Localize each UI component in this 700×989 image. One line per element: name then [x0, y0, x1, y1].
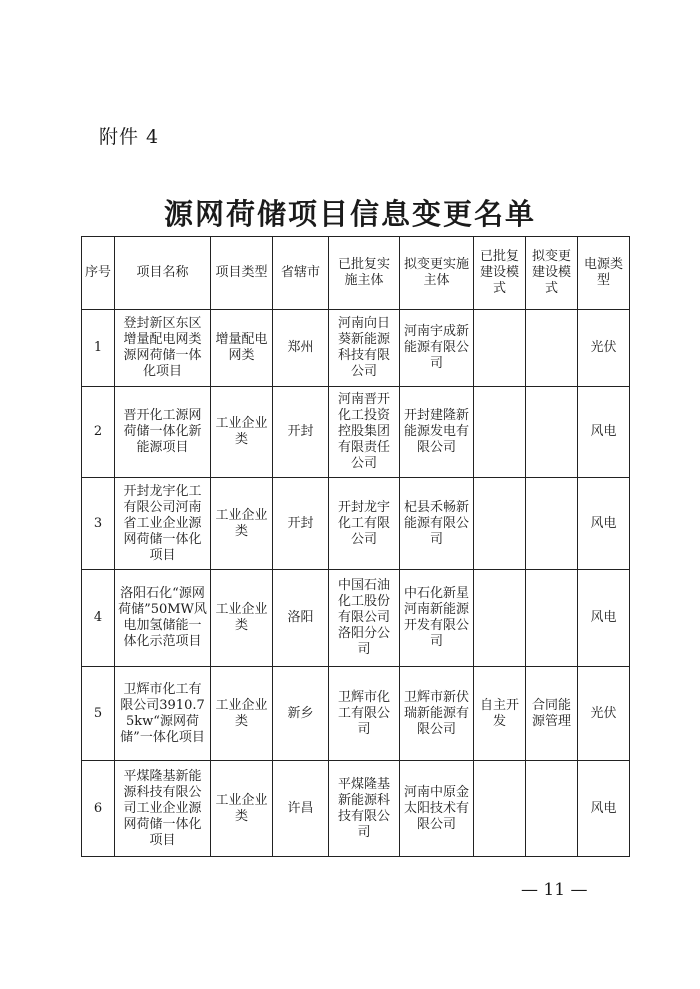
page-number: — 11 — [521, 880, 588, 900]
cell-project-name: 晋开化工源网荷储一体化新能源项目 [115, 387, 211, 478]
cell-approved-mode: 自主开发 [474, 667, 526, 761]
cell-project-type: 工业企业类 [211, 387, 273, 478]
cell-new-mode: 合同能源管理 [526, 667, 578, 761]
cell-city: 开封 [273, 478, 329, 570]
cell-project-name: 卫辉市化工有限公司3910.75kw“源网荷储”一体化项目 [115, 667, 211, 761]
cell-new-entity: 中石化新星河南新能源开发有限公司 [400, 570, 474, 667]
attachment-label: 附件 4 [99, 126, 160, 148]
cell-no: 1 [82, 310, 115, 387]
cell-new-entity: 河南中原金太阳技术有限公司 [400, 761, 474, 857]
table-row [82, 761, 630, 857]
cell-no: 4 [82, 570, 115, 667]
cell-approved-entity: 开封龙宇化工有限公司 [329, 478, 400, 570]
cell-project-type: 工业企业类 [211, 667, 273, 761]
cell-city: 郑州 [273, 310, 329, 387]
cell-new-entity: 杞县禾畅新能源有限公司 [400, 478, 474, 570]
cell-power-type: 风电 [578, 761, 630, 857]
header-power-type: 电源类型 [578, 237, 630, 310]
cell-new-mode [526, 310, 578, 387]
cell-approved-mode [474, 761, 526, 857]
cell-new-entity: 河南宇成新能源有限公司 [400, 310, 474, 387]
cell-power-type: 光伏 [578, 667, 630, 761]
cell-project-name: 开封龙宇化工有限公司河南省工业企业源网荷储一体化项目 [115, 478, 211, 570]
cell-approved-entity: 中国石油化工股份有限公司洛阳分公司 [329, 570, 400, 667]
cell-city: 新乡 [273, 667, 329, 761]
cell-project-name: 平煤隆基新能源科技有限公司工业企业源网荷储一体化项目 [115, 761, 211, 857]
header-new-mode: 拟变更建设模式 [526, 237, 578, 310]
cell-new-mode [526, 570, 578, 667]
cell-new-entity: 卫辉市新伏瑞新能源有限公司 [400, 667, 474, 761]
cell-city: 许昌 [273, 761, 329, 857]
table-row [82, 387, 630, 478]
cell-no: 2 [82, 387, 115, 478]
header-approved-mode: 已批复建设模式 [474, 237, 526, 310]
header-approved-entity: 已批复实施主体 [329, 237, 400, 310]
table-header-row [82, 237, 630, 310]
cell-approved-mode [474, 310, 526, 387]
cell-new-mode [526, 478, 578, 570]
cell-power-type: 风电 [578, 570, 630, 667]
cell-power-type: 风电 [578, 478, 630, 570]
cell-power-type: 光伏 [578, 310, 630, 387]
header-city: 省辖市 [273, 237, 329, 310]
cell-city: 洛阳 [273, 570, 329, 667]
cell-no: 5 [82, 667, 115, 761]
cell-approved-mode [474, 387, 526, 478]
cell-approved-entity: 河南晋开化工投资控股集团有限责任公司 [329, 387, 400, 478]
project-change-table [81, 236, 630, 857]
header-project-name: 项目名称 [115, 237, 211, 310]
cell-project-type: 工业企业类 [211, 761, 273, 857]
cell-no: 3 [82, 478, 115, 570]
cell-no: 6 [82, 761, 115, 857]
document-title: 源网荷储项目信息变更名单 [163, 197, 536, 231]
cell-new-mode [526, 387, 578, 478]
cell-new-entity: 开封建隆新能源发电有限公司 [400, 387, 474, 478]
header-no: 序号 [82, 237, 115, 310]
table-row [82, 667, 630, 761]
cell-project-type: 工业企业类 [211, 570, 273, 667]
cell-project-type: 增量配电网类 [211, 310, 273, 387]
cell-new-mode [526, 761, 578, 857]
cell-power-type: 风电 [578, 387, 630, 478]
cell-project-name: 登封新区东区增量配电网类源网荷储一体化项目 [115, 310, 211, 387]
cell-approved-entity: 平煤隆基新能源科技有限公司 [329, 761, 400, 857]
cell-project-name: 洛阳石化“源网荷储”50MW风电加氢储能一体化示范项目 [115, 570, 211, 667]
table-row [82, 478, 630, 570]
cell-approved-mode [474, 478, 526, 570]
header-project-type: 项目类型 [211, 237, 273, 310]
header-new-entity: 拟变更实施主体 [400, 237, 474, 310]
cell-approved-mode [474, 570, 526, 667]
cell-approved-entity: 河南向日葵新能源科技有限公司 [329, 310, 400, 387]
table-row [82, 570, 630, 667]
cell-city: 开封 [273, 387, 329, 478]
cell-project-type: 工业企业类 [211, 478, 273, 570]
cell-approved-entity: 卫辉市化工有限公司 [329, 667, 400, 761]
table-row [82, 310, 630, 387]
